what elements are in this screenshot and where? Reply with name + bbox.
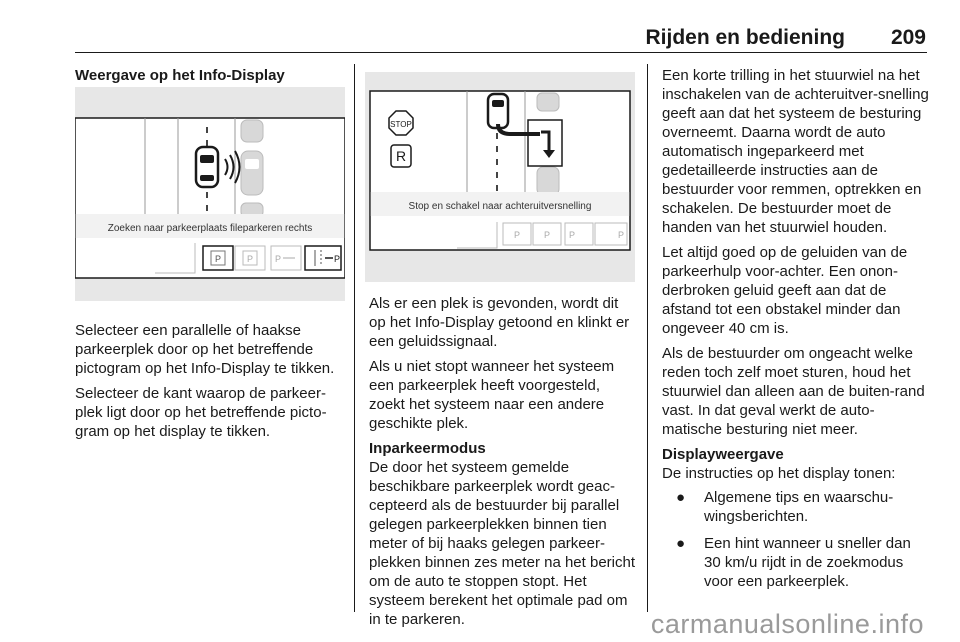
subheading-displayweergave: Displayweergave [662, 446, 784, 463]
figure-stop-reverse-svg [365, 72, 635, 282]
section-heading: Weergave op het Info-Display [75, 67, 285, 84]
column-divider-2 [647, 64, 648, 612]
figure-search-parking-svg [75, 87, 345, 301]
svg-text:P: P [333, 254, 341, 264]
paragraph: Als er een plek is gevonden, wordt dit op het Info-Display getoond en klinkt er een geluidssignaal. [369, 295, 630, 350]
paragraph: Als de bestuurder om ongeacht welke reden toch zelf moet sturen, houd het stuurwiel dan alleen aan de buiten-rand vast. In dat geval werkt de auto-matische besturing niet meer. [662, 345, 925, 438]
list-item-text: Een hint wanneer u sneller dan 30 km/u rijdt in de zoekmodus voor een parkeerplek. [704, 535, 911, 590]
paragraph: De instructies op het display tonen: [662, 465, 896, 482]
column-1 [75, 66, 345, 85]
paragraph: Let altijd goed op de geluiden van de parkeerhulp voor-achter. Een onon-derbroken geluid geeft aan dat de afstand tot een obstakel minder dan ongeveer 40 cm is. [662, 244, 908, 337]
column-3-body [662, 66, 930, 599]
paragraph: Selecteer een parallelle of haakse parkeerplek door op het betreffende pictogram op het Info-Display te tikken. [75, 322, 335, 377]
svg-text:P: P [274, 254, 282, 264]
figure-search-caption: Zoeken naar parkeerplaats fileparkeren rechts [107, 223, 313, 234]
paragraph: Selecteer de kant waarop de parkeer-plek ligt door op het betreffende picto-gram op het display te tikken. [75, 385, 327, 440]
page-number: 209 [890, 26, 926, 49]
subheading-inparkeermodus: Inparkeermodus [369, 440, 486, 457]
header-rule [75, 52, 927, 53]
figure-search-parking [75, 87, 345, 301]
list-item [662, 488, 930, 526]
column-2-body [369, 294, 639, 635]
column-1-body [75, 321, 345, 447]
watermark: carmanualsonline.info [650, 609, 924, 639]
svg-text:P: P [543, 230, 551, 240]
running-header-title: Rijden en bediening [645, 26, 845, 49]
svg-text:P: P [214, 254, 222, 264]
list-item [662, 534, 930, 591]
reverse-gear-label: R [395, 148, 407, 164]
list-item-text: Algemene tips en waarschu-wingsberichten. [704, 489, 894, 525]
figure-stop-reverse [365, 72, 635, 282]
svg-text:P: P [246, 254, 254, 264]
figure-stop-caption: Stop en schakel naar achteruitversnelling [408, 201, 592, 212]
paragraph: Als u niet stopt wanneer het systeem een parkeerplek heeft voorgesteld, zoekt het systeem naar een andere geschikte plek. [369, 358, 615, 432]
paragraph: Een korte trilling in het stuurwiel na het inschakelen van de achteruitver-snelling geeft aan dat het systeem de besturing overneemt. Daarna wordt de auto automatisch ingeparkeerd met gedetailleerde instructies aan de bestuurder voor remmen, optrekken en schakelen. De bestuurder moet de handen van het stuurwiel houden. [662, 67, 929, 236]
svg-text:P: P [568, 230, 576, 240]
svg-text:P: P [617, 230, 625, 240]
svg-text:P: P [513, 230, 521, 240]
bullet-list [662, 488, 930, 591]
stop-sign-label: STOP [390, 120, 412, 129]
bullet-icon: ● [676, 535, 686, 552]
column-divider-1 [354, 64, 355, 612]
paragraph: De door het systeem gemelde beschikbare parkeerplek wordt geac-cepteerd als de bestuurder bij parallel gelegen parkeerplekken binnen tien meter of bij haaks gelegen parkeer-plekken binnen zes meter na het bericht om de auto te stoppen stopt. Het systeem berekent het optimale pad om in te parkeren. [369, 459, 635, 628]
bullet-icon: ● [676, 489, 686, 506]
